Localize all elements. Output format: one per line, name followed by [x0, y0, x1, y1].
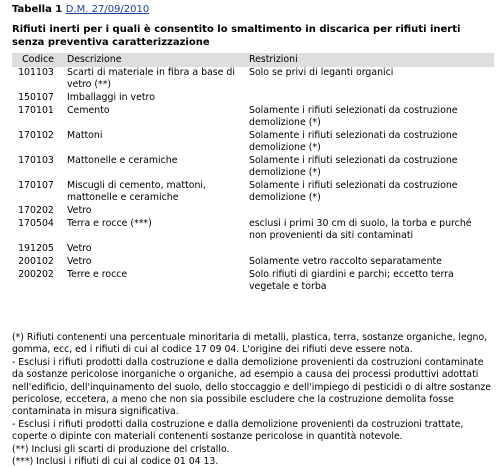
cell-restrictions: Solamente i rifiuti selezionati da costruzione demolizione (*)	[246, 180, 494, 205]
footnote-double-asterisk: (**) Inclusi gli scarti di produzione del cristallo.	[12, 443, 230, 455]
cell-code: 170202	[12, 205, 64, 218]
column-header-restrictions: Restrizioni	[246, 53, 494, 67]
waste-codes-table	[12, 53, 494, 294]
cell-description: Miscugli di cemento, mattoni, mattonelle e ceramiche	[64, 180, 246, 205]
table-row	[12, 155, 494, 180]
cell-description: Vetro	[64, 256, 246, 269]
cell-restrictions	[246, 243, 494, 256]
table-row	[12, 130, 494, 155]
cell-code: 191205	[12, 243, 64, 256]
table-row	[12, 105, 494, 130]
table-row	[12, 269, 494, 294]
cell-description: Terre e rocce	[64, 269, 246, 294]
cell-description: Vetro	[64, 243, 246, 256]
footnote-exclusion-treated: - Esclusi i rifiuti prodotti dalla costruzione e dalla demolizione provenienti da costruzioni trattate, coperte o dipinte con materiali contenenti sostanze pericolose in quantità notevole.	[12, 418, 464, 443]
cell-code: 170103	[12, 155, 64, 180]
footnotes	[12, 332, 494, 468]
table-row	[12, 218, 494, 243]
table-header-row	[12, 53, 494, 67]
cell-code: 200202	[12, 269, 64, 294]
table-row	[12, 256, 494, 269]
cell-restrictions: esclusi i primi 30 cm di suolo, la torba e purché non provenienti da siti contaminati	[246, 218, 494, 243]
cell-description: Terra e rocce (***)	[64, 218, 246, 243]
column-header-description: Descrizione	[64, 53, 246, 67]
footnote-exclusion-contaminated: - Esclusi i rifiuti prodotti dalla costruzione e dalla demolizione provenienti da costruzioni contaminate da sostanze pericolose inorganiche o organiche, ad esempio a causa dei processi produttivi adottati nell'edificio, dell'inquinamento del suolo, dello stoccaggio e dell'impiego di pesticidi o di altre sostanze pericolose, eccetera, a meno che non sia possibile escludere che la costruzione demolita fosse contaminata in misura significativa.	[12, 356, 491, 418]
cell-code: 170107	[12, 180, 64, 205]
cell-code: 170504	[12, 218, 64, 243]
cell-restrictions	[246, 92, 494, 105]
cell-description: Scarti di materiale in fibra a base di vetro (**)	[64, 67, 246, 92]
table-row	[12, 243, 494, 256]
cell-description: Cemento	[64, 105, 246, 130]
cell-code: 101103	[12, 67, 64, 92]
cell-restrictions: Solo se privi di leganti organici	[246, 67, 494, 92]
cell-restrictions: Solamente vetro raccolto separatamente	[246, 256, 494, 269]
table-row	[12, 180, 494, 205]
table-row	[12, 92, 494, 105]
table-heading: Rifiuti inerti per i quali è consentito lo smaltimento in discarica per rifiuti inerti senza preventiva caratterizzazione	[12, 24, 461, 48]
table-caption	[12, 3, 494, 16]
cell-description: Imballaggi in vetro	[64, 92, 246, 105]
document-page	[12, 3, 494, 468]
cell-description: Mattonelle e ceramiche	[64, 155, 246, 180]
table-row	[12, 205, 494, 218]
table-row	[12, 67, 494, 92]
table-caption-label: Tabella 1	[12, 4, 63, 15]
cell-restrictions	[246, 205, 494, 218]
cell-code: 170102	[12, 130, 64, 155]
footnote-triple-asterisk: (***) Inclusi i rifiuti di cui al codice 01 04 13.	[12, 456, 219, 468]
footnote-single-asterisk: (*) Rifiuti contenenti una percentuale minoritaria di metalli, plastica, terra, sostanze organiche, legno, gomma, ecc, ed i rifiuti di cui al codice 17 09 04. L'origine dei rifiuti deve essere nota.	[12, 332, 488, 356]
cell-restrictions: Solamente i rifiuti selezionati da costruzione demolizione (*)	[246, 155, 494, 180]
cell-description: Mattoni	[64, 130, 246, 155]
cell-code: 150107	[12, 92, 64, 105]
cell-restrictions: Solamente i rifiuti selezionati da costruzione demolizione (*)	[246, 105, 494, 130]
cell-code: 200102	[12, 256, 64, 269]
decree-reference-link[interactable]: D.M. 27/09/2010	[65, 4, 150, 15]
cell-code: 170101	[12, 105, 64, 130]
cell-restrictions: Solamente i rifiuti selezionati da costruzione demolizione (*)	[246, 130, 494, 155]
cell-restrictions: Solo rifiuti di giardini e parchi; eccetto terra vegetale e torba	[246, 269, 494, 294]
cell-description: Vetro	[64, 205, 246, 218]
column-header-code: Codice	[12, 53, 64, 67]
